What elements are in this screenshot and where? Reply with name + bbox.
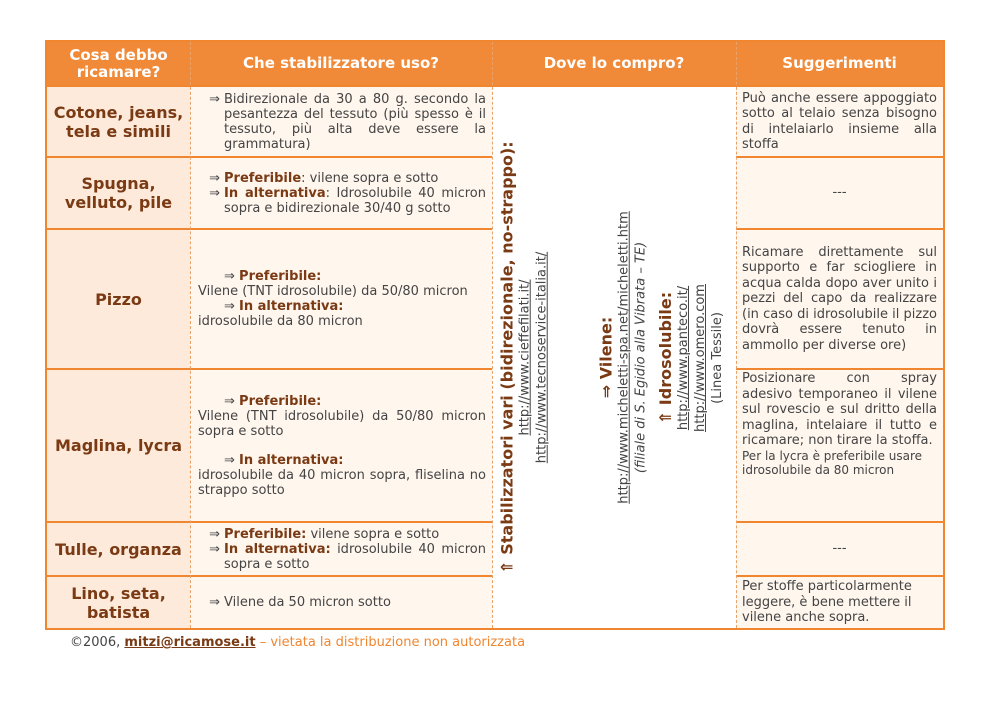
stabilizer-cotone: ⇒ Bidirezionale da 30 a 80 g. secondo la pesantezza del tessuto (più spesso è il tessuto, più alta deve essere la grammatura) — [190, 87, 492, 156]
arrow-icon: ⇒ — [209, 185, 220, 201]
column-divider — [492, 42, 493, 628]
link-panteco[interactable]: http://www.panteco.it/ — [676, 285, 691, 430]
stabilizer-spugna: ⇒ Preferibile: vilene sopra e sotto ⇒ In alternativa: Idrosolubile 40 micron sopra e bidirezionale 30/40 g sotto — [190, 158, 492, 228]
suggestion-cotone: Può anche essere appoggiato sotto al telaio senza bisogno di intelaiarlo insieme alla stoffa — [736, 87, 943, 156]
footer-email-link[interactable]: mitzi@ricamose.it — [124, 635, 256, 650]
where-group-stabilizzatori — [499, 87, 549, 628]
where-title-idrosolubile: ⇑ Idrosolubile: — [656, 291, 675, 424]
where-title-vilene: ⇒ Vilene: — [596, 316, 616, 399]
category-spugna: Spugna, velluto, pile — [47, 158, 190, 228]
category-cotone: Cotone, jeans, tela e simili — [47, 87, 190, 156]
where-note-filiale: (filiale di S. Egidio alla Vibrata – TE) — [633, 241, 649, 474]
footer — [70, 635, 525, 650]
header-where-to-buy: Dove lo compro? — [492, 42, 736, 87]
suggestion-maglina: Posizionare con spray adesivo temporaneo il vilene sul rovescio e sul dritto della maglina, intelaiare il tutto e ricamare; non tirare la stoffa. Per la lycra è preferibile usare idrosolubile da 80 micron — [736, 370, 943, 521]
arrow-icon: ⇒ — [209, 541, 220, 557]
link-omero[interactable]: http://www.omero.com — [693, 283, 708, 432]
arrow-icon: ⇒ — [209, 91, 220, 107]
header-suggestions: Suggerimenti — [736, 42, 943, 87]
category-lino: Lino, seta, batista — [47, 577, 190, 628]
arrow-icon: ⇒ — [209, 526, 220, 542]
arrow-icon: ⇒ — [209, 170, 220, 186]
category-pizzo: Pizzo — [47, 230, 190, 368]
where-note-linea: (Linea Tessile) — [710, 311, 725, 404]
stabilizer-tulle: ⇒ Preferibile: vilene sopra e sotto ⇒ In alternativa: idrosolubile 40 micron sopra e sotto — [190, 523, 492, 575]
arrow-icon: ⇒ — [224, 452, 235, 468]
link-tecnoservice[interactable]: http://www.tecnoservice-italia.it/ — [534, 251, 550, 464]
header-what-to-embroider: Cosa debbo ricamare? — [47, 42, 190, 87]
where-title-stabilizzatori: ⇑ Stabilizzatori vari (bidirezionale, no-strappo): — [497, 141, 517, 574]
arrow-icon: ⇒ — [224, 393, 235, 409]
column-divider — [190, 42, 191, 628]
suggestion-spugna: --- — [736, 158, 943, 228]
suggestion-note: Per la lycra è preferibile usare idrosolubile da 80 micron — [742, 448, 923, 477]
link-cieffefilati[interactable]: http://www.cieffefilati.it/ — [517, 279, 533, 436]
category-tulle: Tulle, organza — [47, 523, 190, 575]
stabilizer-table — [45, 40, 945, 630]
header-which-stabilizer: Che stabilizzatore uso? — [190, 42, 492, 87]
footer-note: – vietata la distribuzione non autorizzata — [259, 635, 526, 650]
suggestion-tulle: --- — [736, 523, 943, 575]
stabilizer-pizzo: ⇒ Preferibile: Vilene (TNT idrosolubile) da 50/80 micron ⇒ In alternativa: idrosolubile da 80 micron — [190, 230, 492, 368]
where-group-idrosolubile — [655, 87, 727, 628]
where-group-vilene — [595, 87, 651, 628]
stabilizer-lino: ⇒ Vilene da 50 micron sotto — [190, 577, 492, 628]
arrow-icon: ⇒ — [209, 595, 220, 610]
suggestion-pizzo: Ricamare direttamente sul supporto e far sciogliere in acqua calda dopo aver unito i pezzi del capo da realizzare (in caso di idrosolubile il pizzo dovrà essere tenuto in ammollo per diverse ore) — [736, 230, 943, 368]
stabilizer-maglina: ⇒ Preferibile: Vilene (TNT idrosolubile) da 50/80 micron sopra e sotto ⇒ In alternativa: idrosolubile da 40 micron sopra, fliselina no strappo sotto — [190, 370, 492, 521]
copyright: ©2006, — [70, 635, 121, 650]
arrow-icon: ⇒ — [224, 269, 235, 284]
link-micheletti[interactable]: http://www.micheletti-spa.net/micheletti.htm — [616, 211, 632, 504]
category-maglina: Maglina, lycra — [47, 370, 190, 521]
column-divider — [736, 42, 737, 628]
suggestion-lino: Per stoffe particolarmente leggere, è bene mettere il vilene anche sopra. — [736, 577, 943, 628]
arrow-icon: ⇒ — [224, 299, 235, 314]
